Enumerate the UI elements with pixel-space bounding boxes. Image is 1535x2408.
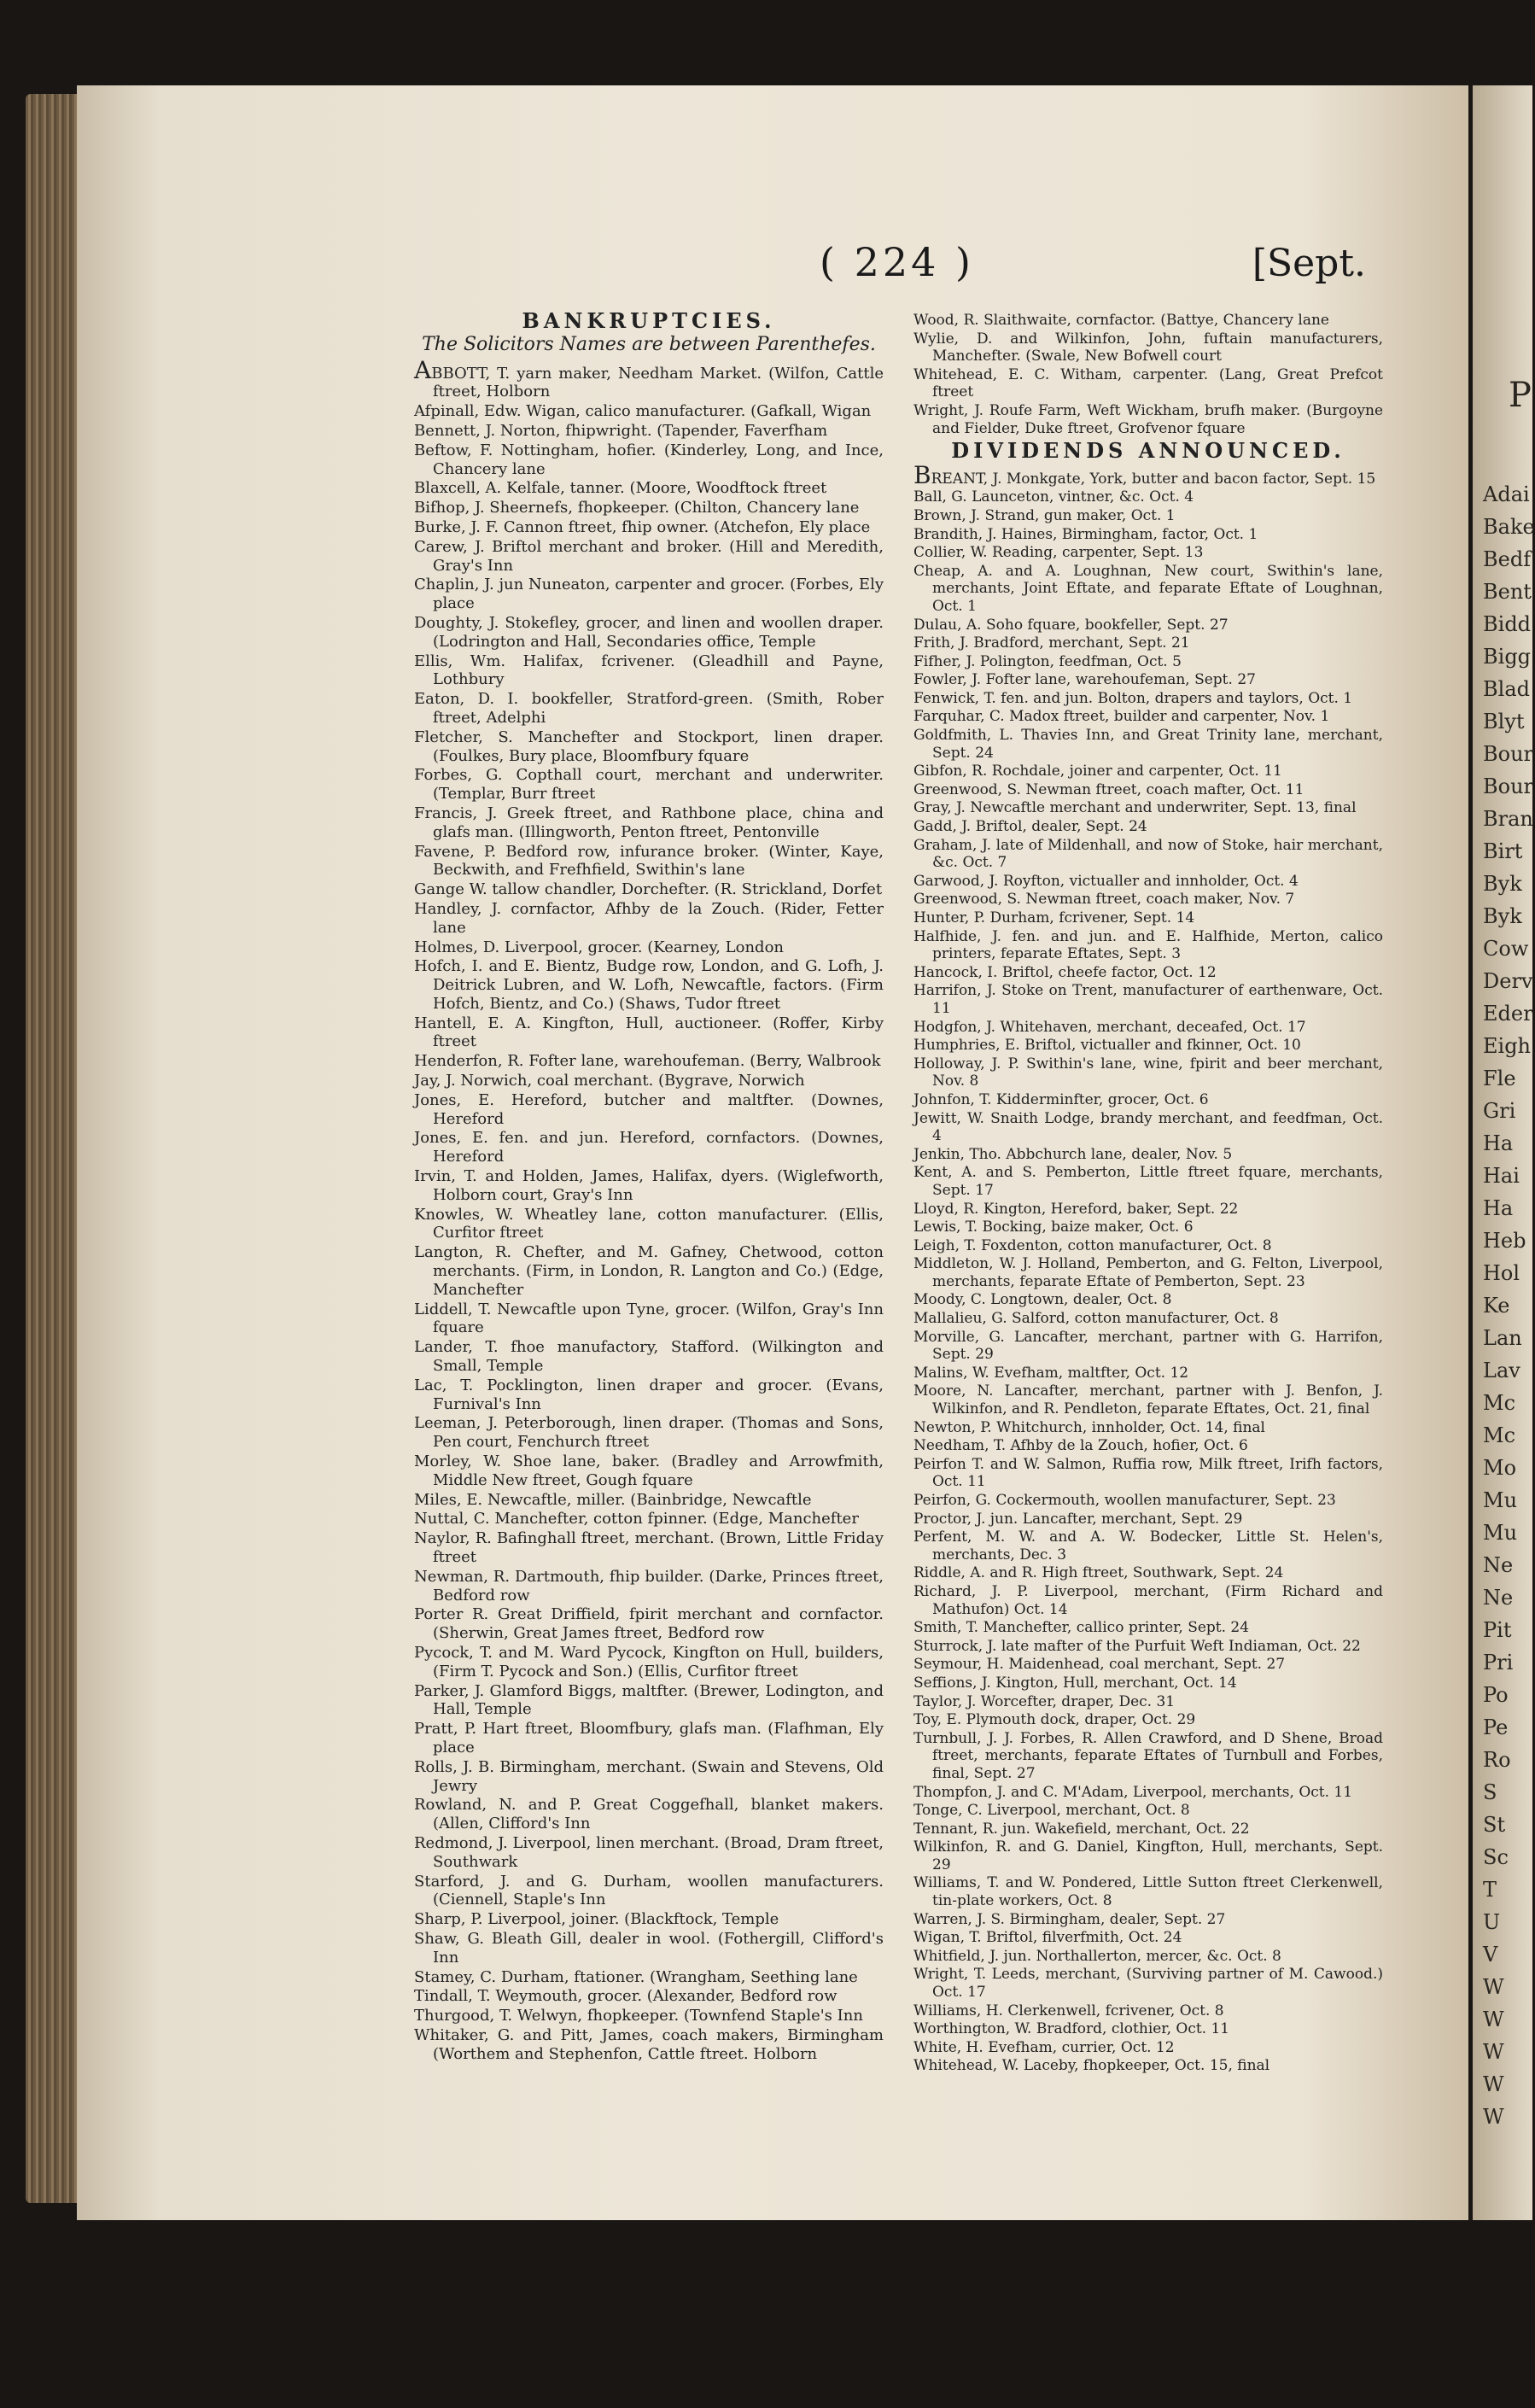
next-page-word-fragment: W bbox=[1483, 2008, 1504, 2031]
dividend-entry: BREANT, J. Monkgate, York, butter and bacon factor, Sept. 15 bbox=[913, 460, 1376, 489]
dividend-entry: Ball, G. Launceton, vintner, &c. Oct. 4 bbox=[913, 488, 1194, 506]
dividend-entry: White, H. Evefham, currier, Oct. 12 bbox=[913, 2038, 1175, 2056]
dividend-entry: Garwood, J. Royfton, victualler and innholder, Oct. 4 bbox=[913, 872, 1299, 890]
next-page-word-fragment: Sc bbox=[1483, 1845, 1509, 1869]
next-page-word-fragment: Pri bbox=[1483, 1651, 1514, 1674]
next-page-word-fragment: S bbox=[1483, 1780, 1497, 1804]
next-page-word-fragment: Heb bbox=[1483, 1229, 1526, 1253]
next-page-word-fragment: Ha bbox=[1483, 1131, 1514, 1155]
next-page-word-fragment: Cow bbox=[1483, 937, 1529, 961]
dividend-entry: Tonge, C. Liverpool, merchant, Oct. 8 bbox=[913, 1802, 1190, 1820]
dividend-entry: Wright, T. Leeds, merchant, (Surviving partner of M. Cawood.) Oct. 17 bbox=[913, 1966, 1383, 2002]
dividend-entry: Sturrock, J. late mafter of the Purfuit Weft Indiaman, Oct. 22 bbox=[913, 1637, 1361, 1655]
dividend-entry: Tennant, R. jun. Wakefield, merchant, Oct. 22 bbox=[913, 1820, 1250, 1838]
bankruptcy-entry: Wright, J. Roufe Farm, Weft Wickham, brufh maker. (Burgoyne and Fielder, Duke ftreet, Grofvenor fquare bbox=[913, 401, 1383, 437]
dividend-entry: Wigan, T. Briftol, filverfmith, Oct. 24 bbox=[913, 1929, 1182, 1947]
dividend-entry: Farquhar, C. Madox ftreet, builder and carpenter, Nov. 1 bbox=[913, 708, 1330, 726]
bankruptcy-entry: Wood, R. Slaithwaite, cornfactor. (Battye, Chancery lane bbox=[913, 312, 1329, 329]
next-page-word-fragment: Blyt bbox=[1483, 710, 1525, 734]
next-page-word-fragment: Po bbox=[1483, 1683, 1509, 1707]
dividend-entry: Richard, J. P. Liverpool, merchant, (Firm Richard and Mathufon) Oct. 14 bbox=[913, 1582, 1383, 1618]
bankruptcy-entry: Liddell, T. Newcaftle upon Tyne, grocer. (Wilfon, Gray's Inn fquare bbox=[414, 1300, 884, 1337]
bankruptcy-entry: Whitaker, G. and Pitt, James, coach makers, Birmingham (Worthem and Stephenfon, Cattle ftreet. Holborn bbox=[414, 2025, 884, 2063]
bankruptcy-entry: Holmes, D. Liverpool, grocer. (Kearney, London bbox=[414, 938, 785, 956]
dividend-entry: Williams, T. and W. Pondered, Little Sutton ftreet Clerkenwell, tin-plate workers, Oct. 8 bbox=[913, 1874, 1383, 1910]
next-page-word-fragment: Mc bbox=[1483, 1391, 1516, 1415]
next-page-word-fragment: Bour bbox=[1483, 774, 1534, 798]
next-page-word-fragment: V bbox=[1483, 1943, 1498, 1967]
dividend-entry: Peirfon, G. Cockermouth, woollen manufacturer, Sept. 23 bbox=[913, 1492, 1336, 1509]
next-page-word-fragment: Bigg bbox=[1483, 645, 1532, 669]
dividend-entry: Hodgfon, J. Whitehaven, merchant, deceafed, Oct. 17 bbox=[913, 1018, 1306, 1036]
next-page-word-fragment: Derv bbox=[1483, 969, 1533, 993]
bankruptcy-entry: Redmond, J. Liverpool, linen merchant. (Broad, Dram ftreet, Southwark bbox=[414, 1833, 884, 1871]
bankruptcy-entry: Parker, J. Glamford Biggs, maltfter. (Brewer, Lodington, and Hall, Temple bbox=[414, 1681, 884, 1719]
dividend-entry: Fifher, J. Polington, feedfman, Oct. 5 bbox=[913, 652, 1182, 670]
bankruptcy-entry: Hofch, I. and E. Bientz, Budge row, London, and G. Lofh, J. Deitrick Lubren, and W. Lofh, Newcaftle, factors. (Firm Hofch, Bientz, and Co.) (Shaws, Tudor ftreet bbox=[414, 957, 884, 1013]
dividend-entry: Greenwood, S. Newman ftreet, coach mafter, Oct. 11 bbox=[913, 780, 1304, 798]
next-page-word-fragment: Byk bbox=[1483, 872, 1522, 896]
dividend-entry: Collier, W. Reading, carpenter, Sept. 13 bbox=[913, 544, 1204, 562]
bankruptcy-entry: Thurgood, T. Welwyn, fhopkeeper. (Townfend Staple's Inn bbox=[414, 2007, 863, 2025]
dividend-entry: Worthington, W. Bradford, clothier, Oct. 11 bbox=[913, 2020, 1230, 2038]
dividend-entry: Gadd, J. Briftol, dealer, Sept. 24 bbox=[913, 818, 1147, 836]
bankruptcy-entry: ABBOTT, T. yarn maker, Needham Market. (Wilfon, Cattle ftreet, Holborn bbox=[414, 355, 884, 401]
dividend-entry: Brown, J. Strand, gun maker, Oct. 1 bbox=[913, 506, 1176, 524]
next-page-word-fragment: Lav bbox=[1483, 1359, 1520, 1382]
bankruptcy-entry: Knowles, W. Wheatley lane, cotton manufacturer. (Ellis, Curfitor ftreet bbox=[414, 1205, 884, 1242]
dividend-entry: Malins, W. Evefham, maltfter, Oct. 12 bbox=[913, 1364, 1189, 1382]
dividend-entry: Perfent, M. W. and A. W. Bodecker, Little St. Helen's, merchants, Dec. 3 bbox=[913, 1528, 1383, 1563]
bankruptcy-entry: Burke, J. F. Cannon ftreet, fhip owner. (Atchefon, Ely place bbox=[414, 517, 871, 536]
bankruptcy-entry: Porter R. Great Driffield, fpirit merchant and cornfactor. (Sherwin, Great James ftreet, Bedford row bbox=[414, 1605, 884, 1643]
next-page-word-fragment: Pit bbox=[1483, 1618, 1512, 1642]
next-page-word-fragment: Eigh bbox=[1483, 1034, 1532, 1058]
bankruptcy-entry: Henderfon, R. Fofter lane, warehoufeman. (Berry, Walbrook bbox=[414, 1052, 881, 1071]
bankruptcy-entry: Lac, T. Pocklington, linen draper and grocer. (Evans, Furnival's Inn bbox=[414, 1376, 884, 1413]
dividend-entry: Fowler, J. Fofter lane, warehoufeman, Sept. 27 bbox=[913, 671, 1256, 689]
next-page-word-fragment: Lan bbox=[1483, 1326, 1522, 1350]
dividend-entry: Johnfon, T. Kidderminfter, grocer, Oct. 6 bbox=[913, 1090, 1209, 1108]
next-page-word-fragment: W bbox=[1483, 2040, 1504, 2064]
bankruptcies-heading: BANKRUPTCIES. bbox=[522, 308, 776, 333]
left-column bbox=[414, 308, 884, 2065]
next-page-word-fragment: Mu bbox=[1483, 1488, 1518, 1512]
next-page-word-fragment: Ke bbox=[1483, 1294, 1510, 1318]
dividend-entry: Warren, J. S. Birmingham, dealer, Sept. 27 bbox=[913, 1910, 1226, 1928]
bankruptcy-entry: Beftow, F. Nottingham, hofier. (Kinderley, Long, and Ince, Chancery lane bbox=[414, 441, 884, 478]
bankruptcy-entry: Wylie, D. and Wilkinfon, John, fuftain manufacturers, Manchefter. (Swale, New Bofwell court bbox=[913, 330, 1383, 365]
dividend-entry: Toy, E. Plymouth dock, draper, Oct. 29 bbox=[913, 1711, 1196, 1729]
next-page-word-fragment: Bidd bbox=[1483, 612, 1532, 636]
bankruptcies-subheading: The Solicitors Names are between Parenthefes. bbox=[422, 333, 876, 355]
dividend-entry: Thompfon, J. and C. M'Adam, Liverpool, merchants, Oct. 11 bbox=[913, 1783, 1353, 1801]
dividend-entry: Hunter, P. Durham, fcrivener, Sept. 14 bbox=[913, 909, 1195, 926]
next-page-word-fragment: Ne bbox=[1483, 1553, 1514, 1577]
dividend-entry: Middleton, W. J. Holland, Pemberton, and G. Felton, Liverpool, merchants, feparate Eftate of Pemberton, Sept. 23 bbox=[913, 1255, 1383, 1290]
next-page-word-fragment: Ha bbox=[1483, 1196, 1514, 1220]
next-page-initial: P bbox=[1509, 376, 1532, 415]
bankruptcy-entry: Bennett, J. Norton, fhipwright. (Tapender, Faverfham bbox=[414, 421, 828, 440]
dividend-entry: Gray, J. Newcaftle merchant and underwriter, Sept. 13, final bbox=[913, 799, 1357, 817]
dividend-entry: Holloway, J. P. Swithin's lane, wine, fpirit and beer merchant, Nov. 8 bbox=[913, 1055, 1383, 1090]
bankruptcy-entry: Ellis, Wm. Halifax, fcrivener. (Gleadhill and Payne, Lothbury bbox=[414, 652, 884, 689]
next-page-word-fragment: Mc bbox=[1483, 1423, 1516, 1447]
next-page-word-fragment: W bbox=[1483, 1975, 1504, 1999]
dividend-entry: Hancock, I. Briftol, cheefe factor, Oct. 12 bbox=[913, 963, 1217, 981]
bankruptcy-entry: Favene, P. Bedford row, infurance broker. (Winter, Kaye, Beckwith, and Frefhfield, Swithin's lane bbox=[414, 842, 884, 880]
dividend-entry: Newton, P. Whitchurch, innholder, Oct. 14, final bbox=[913, 1418, 1265, 1436]
bankruptcy-entry: Naylor, R. Bafinghall ftreet, merchant. (Brown, Little Friday ftreet bbox=[414, 1529, 884, 1566]
bankruptcy-list-continued bbox=[913, 312, 1383, 437]
next-page-word-fragment: St bbox=[1483, 1813, 1506, 1837]
bankruptcy-entry: Nuttal, C. Manchefter, cotton fpinner. (Edge, Manchefter bbox=[414, 1510, 859, 1528]
bankruptcy-entry: Rolls, J. B. Birmingham, merchant. (Swain and Stevens, Old Jewry bbox=[414, 1757, 884, 1795]
next-page-word-fragment: Blad bbox=[1483, 677, 1530, 701]
dividend-entry: Goldfmith, L. Thavies Inn, and Great Trinity lane, merchant, Sept. 24 bbox=[913, 727, 1383, 762]
bankruptcy-entry: Leeman, J. Peterborough, linen draper. (Thomas and Sons, Pen court, Fenchurch ftreet bbox=[414, 1414, 884, 1452]
bankruptcy-entry: Jones, E. Hereford, butcher and maltfter. (Downes, Hereford bbox=[414, 1090, 884, 1128]
bankruptcy-entry: Lander, T. fhoe manufactory, Stafford. (Wilkington and Small, Temple bbox=[414, 1338, 884, 1376]
dividends-heading: DIVIDENDS ANNOUNCED. bbox=[951, 438, 1345, 464]
dividend-list bbox=[913, 460, 1383, 2075]
bankruptcy-entry: Jones, E. fen. and jun. Hereford, cornfactors. (Downes, Hereford bbox=[414, 1129, 884, 1166]
dividend-entry: Gibfon, R. Rochdale, joiner and carpenter, Oct. 11 bbox=[913, 763, 1282, 780]
dividend-entry: Moore, N. Lancafter, merchant, partner with J. Benfon, J. Wilkinfon, and R. Pendleton, feparate Eftates, Oct. 21, final bbox=[913, 1382, 1383, 1418]
dividend-entry: Moody, C. Longtown, dealer, Oct. 8 bbox=[913, 1291, 1172, 1309]
dividend-entry: Frith, J. Bradford, merchant, Sept. 21 bbox=[913, 634, 1190, 652]
dividend-entry: Proctor, J. jun. Lancafter, merchant, Sept. 29 bbox=[913, 1510, 1243, 1528]
dividend-entry: Seymour, H. Maidenhead, coal merchant, Sept. 27 bbox=[913, 1656, 1286, 1674]
bankruptcy-entry: Newman, R. Dartmouth, fhip builder. (Darke, Princes ftreet, Bedford row bbox=[414, 1567, 884, 1604]
dividend-entry: Wilkinfon, R. and G. Daniel, Kingfton, Hull, merchants, Sept. 29 bbox=[913, 1838, 1383, 1873]
dividend-entry: Humphries, E. Briftol, victualler and fkinner, Oct. 10 bbox=[913, 1037, 1301, 1055]
bankruptcy-entry: Morley, W. Shoe lane, baker. (Bradley and Arrowfmith, Middle New ftreet, Gough fquare bbox=[414, 1452, 884, 1489]
next-page-word-fragment: Ne bbox=[1483, 1586, 1514, 1610]
next-page-word-fragment: T bbox=[1483, 1878, 1497, 1902]
dividend-entry: Taylor, J. Worcefter, draper, Dec. 31 bbox=[913, 1692, 1176, 1710]
dividend-entry: Harrifon, J. Stoke on Trent, manufacturer of earthenware, Oct. 11 bbox=[913, 982, 1383, 1017]
dividend-entry: Lewis, T. Bocking, baize maker, Oct. 6 bbox=[913, 1219, 1194, 1236]
dividend-entry: Kent, A. and S. Pemberton, Little ftreet fquare, merchants, Sept. 17 bbox=[913, 1164, 1383, 1199]
bankruptcy-entry: Bifhop, J. Sheernefs, fhopkeeper. (Chilton, Chancery lane bbox=[414, 499, 860, 517]
dividend-entry: Brandith, J. Haines, Birmingham, factor, Oct. 1 bbox=[913, 525, 1258, 543]
bankruptcy-entry: Pycock, T. and M. Ward Pycock, Kingfton on Hull, builders, (Firm T. Pycock and Son.) (Ellis, Curfitor ftreet bbox=[414, 1643, 884, 1680]
next-page-word-fragments bbox=[1483, 478, 1535, 2133]
dividend-entry: Morville, G. Lancafter, merchant, partner with G. Harrifon, Sept. 29 bbox=[913, 1328, 1383, 1364]
dividend-entry: Jenkin, Tho. Abbchurch lane, dealer, Nov. 5 bbox=[913, 1145, 1233, 1163]
next-page-word-fragment: Mu bbox=[1483, 1521, 1518, 1545]
dividend-entry: Needham, T. Afhby de la Zouch, hofier, Oct. 6 bbox=[913, 1437, 1248, 1455]
dividend-entry: Whitehead, W. Laceby, fhopkeeper, Oct. 15, final bbox=[913, 2057, 1270, 2075]
running-head: [Sept. bbox=[1252, 242, 1366, 285]
bankruptcy-entry: Langton, R. Chefter, and M. Gafney, Chetwood, cotton merchants. (Firm, in London, R. Langton and Co.) (Edge, Manchefter bbox=[414, 1243, 884, 1299]
dividend-entry: Williams, H. Clerkenwell, fcrivener, Oct. 8 bbox=[913, 2002, 1224, 2019]
right-column bbox=[913, 312, 1383, 2076]
bankruptcy-entry: Blaxcell, A. Kelfale, tanner. (Moore, Woodftock ftreet bbox=[414, 479, 827, 498]
bankruptcy-entry: Handley, J. cornfactor, Afhby de la Zouch. (Rider, Fetter lane bbox=[414, 899, 884, 937]
bankruptcy-entry: Afpinall, Edw. Wigan, calico manufacturer. (Gafkall, Wigan bbox=[414, 402, 872, 421]
next-page-word-fragment: W bbox=[1483, 2105, 1504, 2129]
next-page-word-fragment: Fle bbox=[1483, 1067, 1516, 1090]
bankruptcy-entry: Carew, J. Briftol merchant and broker. (Hill and Meredith, Gray's Inn bbox=[414, 537, 884, 575]
dividend-entry: Jewitt, W. Snaith Lodge, brandy merchant, and feedfman, Oct. 4 bbox=[913, 1109, 1383, 1145]
page-number: ( 224 ) bbox=[820, 239, 974, 285]
bankruptcy-entry: Irvin, T. and Holden, James, Halifax, dyers. (Wiglefworth, Holborn court, Gray's Inn bbox=[414, 1167, 884, 1204]
next-page-word-fragment: Eder bbox=[1483, 1002, 1533, 1026]
page-header bbox=[820, 239, 1366, 307]
next-page-word-fragment: Gri bbox=[1483, 1099, 1516, 1123]
bankruptcy-entry: Doughty, J. Stokefley, grocer, and linen and woollen draper. (Lodrington and Hall, Secondaries office, Temple bbox=[414, 613, 884, 651]
dividend-entry: Dulau, A. Soho fquare, bookfeller, Sept. 27 bbox=[913, 616, 1229, 634]
next-page-word-fragment: Pe bbox=[1483, 1715, 1509, 1739]
next-page-word-fragment: W bbox=[1483, 2072, 1504, 2096]
next-page-word-fragment: Bedf bbox=[1483, 547, 1532, 571]
bankruptcy-entry: Francis, J. Greek ftreet, and Rathbone place, china and glafs man. (Illingworth, Penton ftreet, Pentonville bbox=[414, 804, 884, 841]
bankruptcy-entry: Hantell, E. A. Kingfton, Hull, auctioneer. (Roffer, Kirby ftreet bbox=[414, 1014, 884, 1051]
next-page-word-fragment: Birt bbox=[1483, 839, 1523, 863]
next-page-word-fragment: Bour bbox=[1483, 742, 1534, 766]
dividend-entry: Greenwood, S. Newman ftreet, coach maker, Nov. 7 bbox=[913, 891, 1295, 909]
bankruptcy-entry: Jay, J. Norwich, coal merchant. (Bygrave, Norwich bbox=[414, 1072, 805, 1090]
next-page-edge bbox=[1473, 85, 1535, 2220]
bankruptcy-entry: Stamey, C. Durham, ftationer. (Wrangham, Seething lane bbox=[414, 1967, 858, 1986]
dividend-entry: Seffions, J. Kington, Hull, merchant, Oct. 14 bbox=[913, 1674, 1237, 1692]
bankruptcy-entry: Rowland, N. and P. Great Coggefhall, blanket makers. (Allen, Clifford's Inn bbox=[414, 1796, 884, 1833]
bankruptcy-entry: Tindall, T. Weymouth, grocer. (Alexander, Bedford row bbox=[414, 1987, 838, 2006]
next-page-word-fragment: Ro bbox=[1483, 1748, 1511, 1772]
dividend-entry: Fenwick, T. fen. and jun. Bolton, drapers and taylors, Oct. 1 bbox=[913, 689, 1353, 707]
bankruptcy-entry: Pratt, P. Hart ftreet, Bloomfbury, glafs man. (Flafhman, Ely place bbox=[414, 1720, 884, 1756]
dividend-entry: Halfhide, J. fen. and jun. and E. Halfhide, Merton, calico printers, feparate Eftates, Sept. 3 bbox=[913, 927, 1383, 963]
bankruptcy-list bbox=[414, 355, 884, 2064]
dividend-entry: Turnbull, J. J. Forbes, R. Allen Crawford, and D Shene, Broad ftreet, merchants, feparate Eftates of Turnbull and Forbes, final, Sept. 27 bbox=[913, 1729, 1383, 1782]
dividend-entry: Peirfon T. and W. Salmon, Ruffia row, Milk ftreet, Irifh factors, Oct. 11 bbox=[913, 1455, 1383, 1491]
dividend-entry: Leigh, T. Foxdenton, cotton manufacturer, Oct. 8 bbox=[913, 1236, 1272, 1254]
bankruptcy-entry: Chaplin, J. jun Nuneaton, carpenter and grocer. (Forbes, Ely place bbox=[414, 576, 884, 613]
next-page-word-fragment: Bran bbox=[1483, 807, 1533, 831]
next-page-word-fragment: U bbox=[1483, 1910, 1501, 1934]
bankruptcy-entry: Eaton, D. I. bookfeller, Stratford-green. (Smith, Rober ftreet, Adelphi bbox=[414, 690, 884, 727]
bankruptcy-entry: Shaw, G. Bleath Gill, dealer in wool. (Fothergill, Clifford's Inn bbox=[414, 1929, 884, 1967]
dividend-entry: Riddle, A. and R. High ftreet, Southwark, Sept. 24 bbox=[913, 1564, 1284, 1582]
next-page-word-fragment: Mo bbox=[1483, 1456, 1517, 1480]
next-page-word-fragment: Hai bbox=[1483, 1164, 1520, 1188]
dividend-entry: Whitfield, J. jun. Northallerton, mercer, &c. Oct. 8 bbox=[913, 1947, 1281, 1965]
dividend-entry: Mallalieu, G. Salford, cotton manufacturer, Oct. 8 bbox=[913, 1310, 1279, 1328]
next-page-word-fragment: Bent bbox=[1483, 580, 1532, 604]
next-page-word-fragment: Adai bbox=[1483, 482, 1530, 506]
bankruptcy-entry: Gange W. tallow chandler, Dorchefter. (R. Strickland, Dorfet bbox=[414, 880, 883, 899]
dividend-entry: Lloyd, R. Kington, Hereford, baker, Sept. 22 bbox=[913, 1200, 1239, 1218]
bankruptcy-entry: Miles, E. Newcaftle, miller. (Bainbridge, Newcaftle bbox=[414, 1490, 812, 1509]
dividend-entry: Smith, T. Manchefter, callico printer, Sept. 24 bbox=[913, 1619, 1250, 1637]
next-page-word-fragment: Hol bbox=[1483, 1261, 1520, 1285]
bankruptcy-entry: Sharp, P. Liverpool, joiner. (Blackftock, Temple bbox=[414, 1910, 779, 1929]
bankruptcy-entry: Forbes, G. Copthall court, merchant and underwriter. (Templar, Burr ftreet bbox=[414, 766, 884, 804]
bankruptcy-entry: Starford, J. and G. Durham, woollen manufacturers. (Ciennell, Staple's Inn bbox=[414, 1872, 884, 1909]
dividend-entry: Cheap, A. and A. Loughnan, New court, Swithin's lane, merchants, Joint Eftate, and feparate Eftate of Loughnan, Oct. 1 bbox=[913, 562, 1383, 615]
bankruptcy-entry: Fletcher, S. Manchefter and Stockport, linen draper. (Foulkes, Bury place, Bloomfbury fquare bbox=[414, 728, 884, 765]
next-page-word-fragment: Byk bbox=[1483, 904, 1522, 928]
bankruptcy-entry: Whitehead, E. C. Witham, carpenter. (Lang, Great Prefcot ftreet bbox=[913, 365, 1383, 401]
next-page-word-fragment: Bake bbox=[1483, 515, 1535, 539]
dividend-entry: Graham, J. late of Mildenhall, and now of Stoke, hair merchant, &c. Oct. 7 bbox=[913, 836, 1383, 872]
